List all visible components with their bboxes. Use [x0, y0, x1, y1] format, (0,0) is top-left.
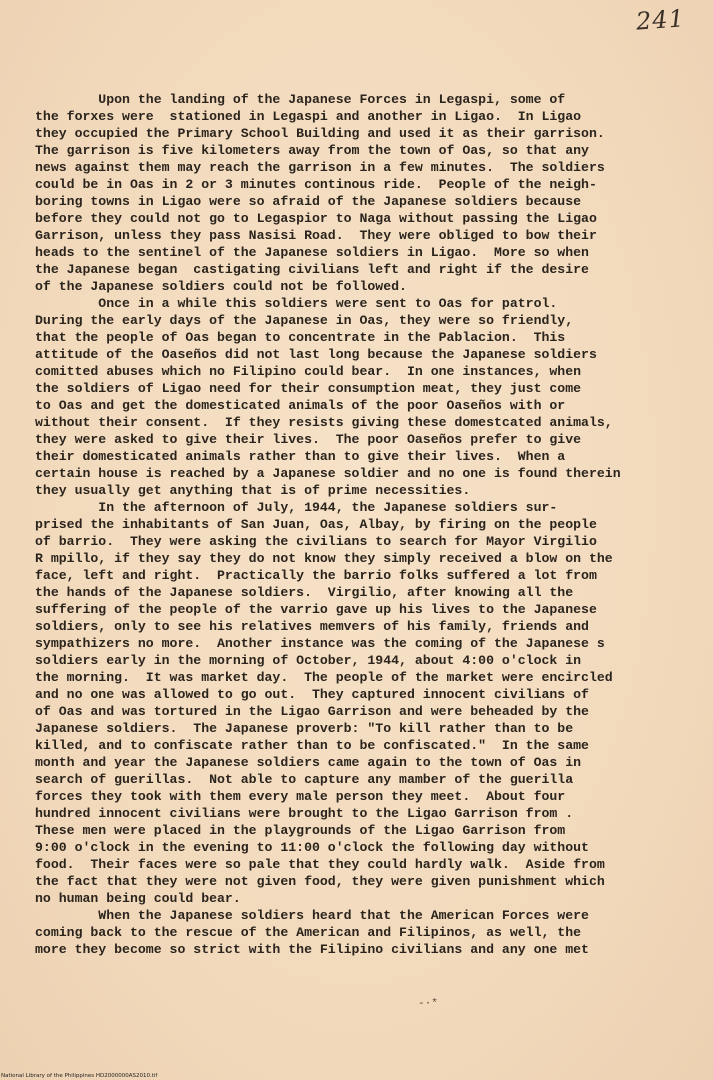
- text-line: no human being could bear.: [35, 891, 241, 906]
- text-line: the soldiers of Ligao need for their consumption meat, they just come: [35, 381, 582, 396]
- text-line: that the people of Oas began to concentrate in the Pablacion. This: [35, 330, 566, 345]
- text-line: search of guerillas. Not able to capture any mamber of the guerilla: [35, 772, 574, 787]
- text-line: killed, and to confiscate rather than to be confiscated." In the same: [35, 738, 589, 753]
- text-line: month and year the Japanese soldiers came again to the town of Oas in: [35, 755, 582, 770]
- text-line: Japanese soldiers. The Japanese proverb: "To kill rather than to be: [35, 721, 574, 736]
- ink-smudge: -·*: [418, 998, 438, 1010]
- text-line: attitude of the Oaseños did not last long because the Japanese soldiers: [35, 347, 597, 362]
- text-line: heads to the sentinel of the Japanese soldiers in Ligao. More so when: [35, 245, 589, 260]
- text-line: 9:00 o'clock in the evening to 11:00 o'clock the following day without: [35, 840, 589, 855]
- text-line: they occupied the Primary School Building and used it as their garrison.: [35, 126, 605, 141]
- text-line: the forxes were stationed in Legaspi and another in Ligao. In Ligao: [35, 109, 582, 124]
- text-line: suffering of the people of the varrio gave up his lives to the Japanese: [35, 602, 597, 617]
- text-line: hundred innocent civilians were brought to the Ligao Garrison from .: [35, 806, 574, 821]
- text-line: of barrio. They were asking the civilians to search for Mayor Virgilio: [35, 534, 597, 549]
- text-line: and no one was allowed to go out. They captured innocent civilians of: [35, 687, 589, 702]
- text-line: R mpillo, if they say they do not know they simply received a blow on the: [35, 551, 613, 566]
- text-line: certain house is reached by a Japanese soldier and no one is found therein: [35, 466, 621, 481]
- text-line: In the afternoon of July, 1944, the Japanese soldiers sur-: [35, 500, 558, 515]
- text-line: of Oas and was tortured in the Ligao Garrison and were beheaded by the: [35, 704, 589, 719]
- text-line: soldiers, only to see his relatives memvers of his family, friends and: [35, 619, 589, 634]
- text-line: Once in a while this soldiers were sent to Oas for patrol.: [35, 296, 558, 311]
- text-line: forces they took with them every male person they meet. About four: [35, 789, 566, 804]
- text-line: The garrison is five kilometers away from the town of Oas, so that any: [35, 143, 589, 158]
- typewritten-body: [35, 91, 685, 958]
- text-line: news against them may reach the garrison in a few minutes. The soldiers: [35, 160, 605, 175]
- text-line: they usually get anything that is of prime necessities.: [35, 483, 471, 498]
- text-line: the hands of the Japanese soldiers. Virgilio, after knowing all the: [35, 585, 574, 600]
- text-line: they were asked to give their lives. The poor Oaseños prefer to give: [35, 432, 582, 447]
- text-line: could be in Oas in 2 or 3 minutes continous ride. People of the neigh-: [35, 177, 597, 192]
- text-line: prised the inhabitants of San Juan, Oas, Albay, by firing on the people: [35, 517, 597, 532]
- text-line: soldiers early in the morning of October, 1944, about 4:00 o'clock in: [35, 653, 582, 668]
- text-line: Upon the landing of the Japanese Forces in Legaspi, some of: [35, 92, 566, 107]
- text-line: their domesticated animals rather than to give their lives. When a: [35, 449, 566, 464]
- text-line: the fact that they were not given food, they were given punishment which: [35, 874, 605, 889]
- text-line: face, left and right. Practically the barrio folks suffered a lot from: [35, 568, 597, 583]
- page-number: 241: [635, 4, 686, 36]
- text-line: food. Their faces were so pale that they could hardly walk. Aside from: [35, 857, 605, 872]
- text-line: sympathizers no more. Another instance was the coming of the Japanese s: [35, 636, 605, 651]
- text-line: without their consent. If they resists giving these domestcated animals,: [35, 415, 613, 430]
- text-line: the morning. It was market day. The people of the market were encircled: [35, 670, 613, 685]
- text-line: of the Japanese soldiers could not be followed.: [35, 279, 407, 294]
- text-line: boring towns in Ligao were so afraid of the Japanese soldiers because: [35, 194, 582, 209]
- archive-footer: National Library of the Philippines HD2000000AS2010.tif: [1, 1073, 158, 1079]
- text-line: to Oas and get the domesticated animals of the poor Oaseños with or: [35, 398, 566, 413]
- text-line: When the Japanese soldiers heard that the American Forces were: [35, 908, 589, 923]
- text-line: coming back to the rescue of the American and Filipinos, as well, the: [35, 925, 582, 940]
- text-line: before they could not go to Legaspior to Naga without passing the Ligao: [35, 211, 597, 226]
- text-line: the Japanese began castigating civilians left and right if the desire: [35, 262, 589, 277]
- text-line: more they become so strict with the Filipino civilians and any one met: [35, 942, 589, 957]
- text-line: comitted abuses which no Filipino could bear. In one instances, when: [35, 364, 582, 379]
- text-line: During the early days of the Japanese in Oas, they were so friendly,: [35, 313, 574, 328]
- text-line: These men were placed in the playgrounds of the Ligao Garrison from: [35, 823, 566, 838]
- text-line: Garrison, unless they pass Nasisi Road. They were obliged to bow their: [35, 228, 597, 243]
